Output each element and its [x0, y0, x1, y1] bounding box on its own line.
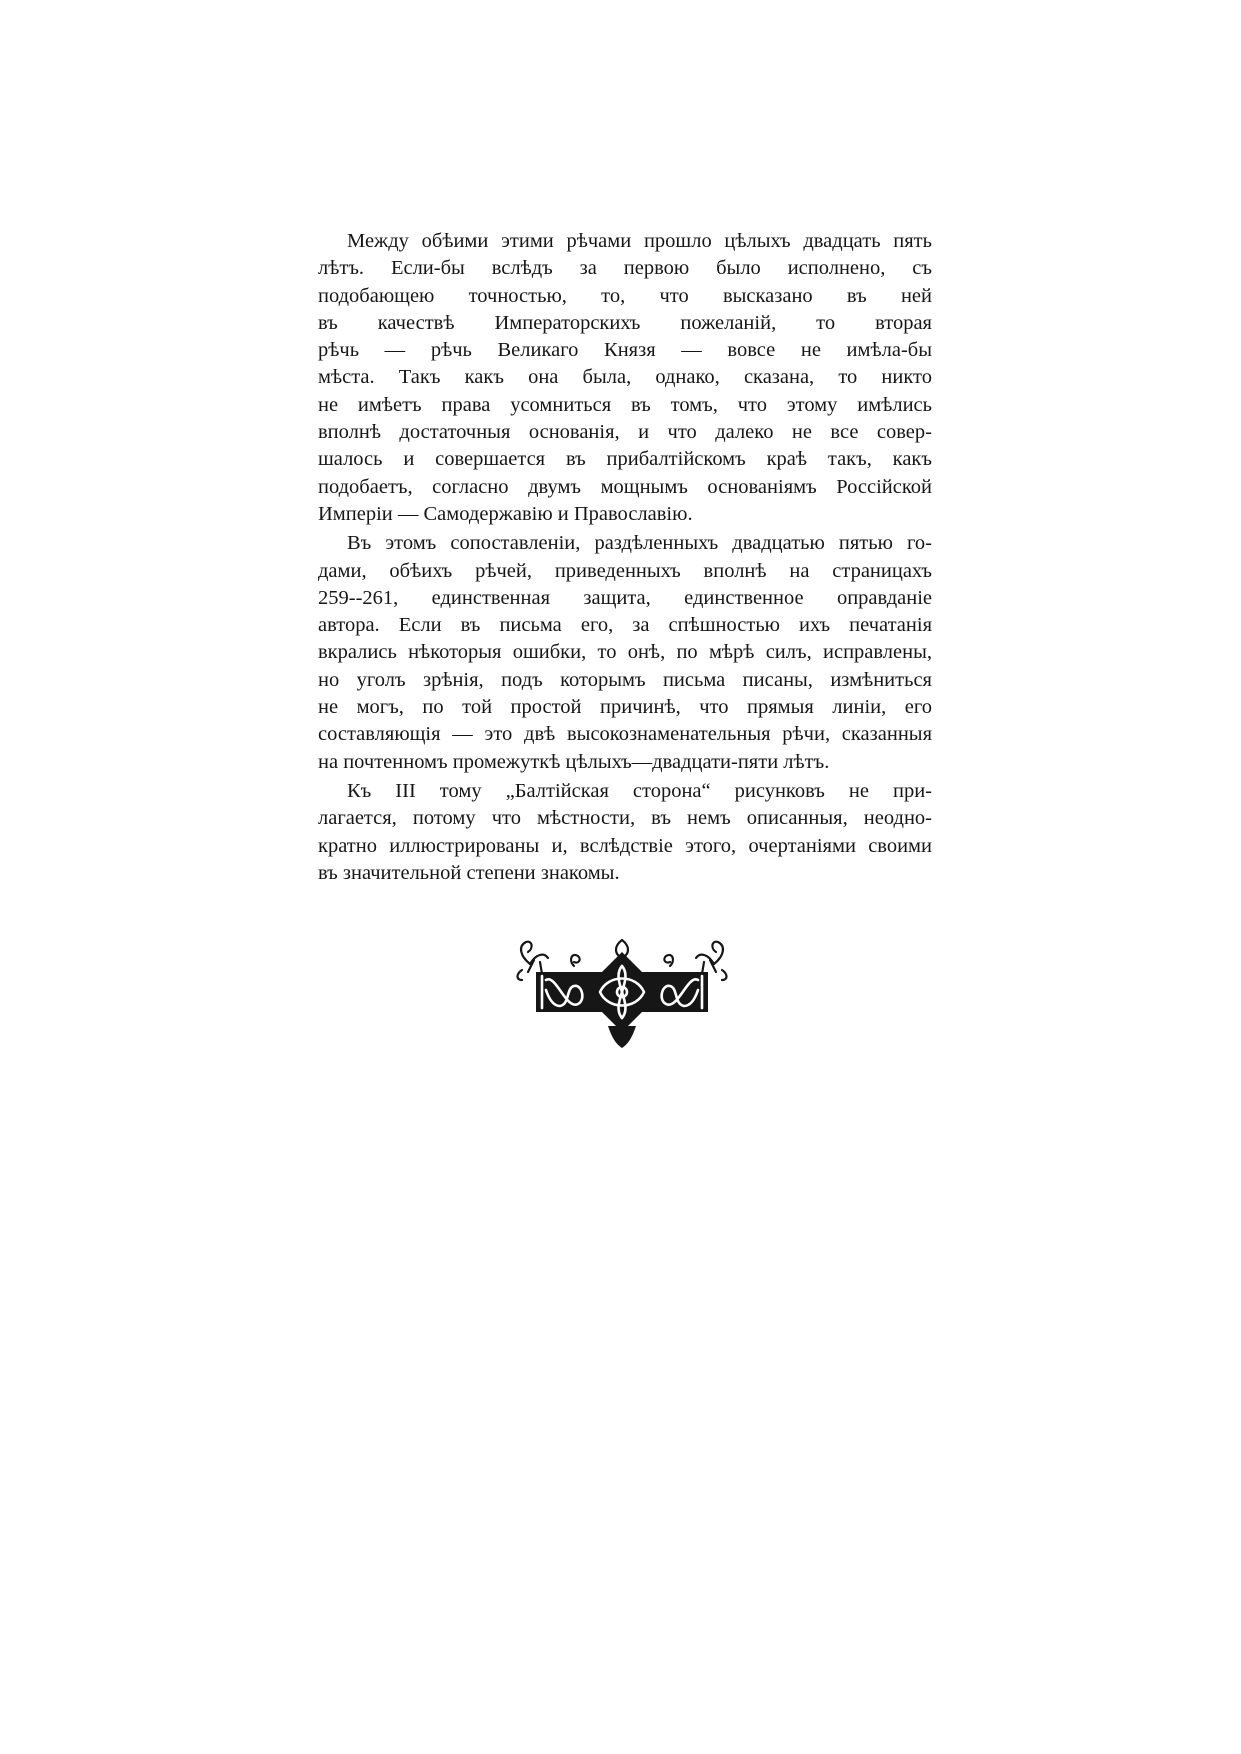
text-line: Между обѣими этими рѣчами прошло цѣлыхъ двадцать пять [347, 230, 932, 252]
body-text [318, 228, 932, 887]
text-line: кратно иллюстрированы и, вслѣдствіе этого, очертаніями своими [318, 834, 932, 857]
text-line: вполнѣ достаточныя основанія, и что далеко не все совер- [318, 421, 932, 444]
paragraph-1 [318, 228, 932, 528]
text-line: Въ этомъ сопоставленіи, раздѣленныхъ двадцатью пятью го- [347, 532, 932, 555]
text-line: дами, обѣихъ рѣчей, приведенныхъ вполнѣ на страницахъ [318, 559, 932, 582]
text-line: въ качествѣ Императорскихъ пожеланій, то вторая [318, 311, 932, 334]
text-line: не могъ, по той простой причинѣ, что прямыя линіи, его [318, 696, 932, 719]
text-line: лѣтъ. Если-бы вслѣдъ за первою было исполнено, съ [318, 257, 932, 280]
text-line: подобающею точностью, то, что высказано въ ней [318, 284, 932, 307]
text-line: 259--261, единственная защита, единственное оправданіе [318, 586, 932, 609]
text-line: на почтенномъ промежуткѣ цѣлыхъ—двадцати-пяти лѣтъ. [318, 750, 830, 773]
text-line: лагается, потому что мѣстности, въ немъ описанныя, неодно- [318, 807, 932, 830]
text-line: автора. Если въ письма его, за спѣшностью ихъ печатанія [318, 614, 932, 637]
paragraph-2 [318, 530, 932, 776]
text-line: вкрались нѣкоторыя ошибки, то онѣ, по мѣрѣ силъ, исправлены, [318, 641, 932, 664]
text-line: составляющія — это двѣ высокознаменательныя рѣчи, сказанныя [318, 723, 932, 746]
text-line: Имперіи — Самодержавію и Православію. [318, 502, 693, 525]
text-line: мѣста. Такъ какъ она была, однако, сказана, то никто [318, 366, 932, 389]
paragraph-3 [318, 778, 932, 887]
text-line: не имѣетъ права усомниться въ томъ, что этому имѣлись [318, 393, 932, 416]
text-line: въ значительной степени знакомы. [318, 861, 620, 884]
celtic-knot-headpiece-icon [512, 934, 732, 1050]
text-line: шалось и совершается въ прибалтійскомъ краѣ такъ, какъ [318, 448, 932, 471]
text-line: но уголъ зрѣнія, подъ которымъ письма писаны, измѣниться [318, 668, 932, 691]
text-line: Къ III тому „Балтійская сторона“ рисунковъ не при- [347, 779, 932, 802]
text-line: рѣчь — рѣчь Великаго Князя — вовсе не имѣла-бы [318, 339, 932, 362]
text-line: подобаетъ, согласно двумъ мощнымъ основаніямъ Россійской [318, 475, 932, 498]
